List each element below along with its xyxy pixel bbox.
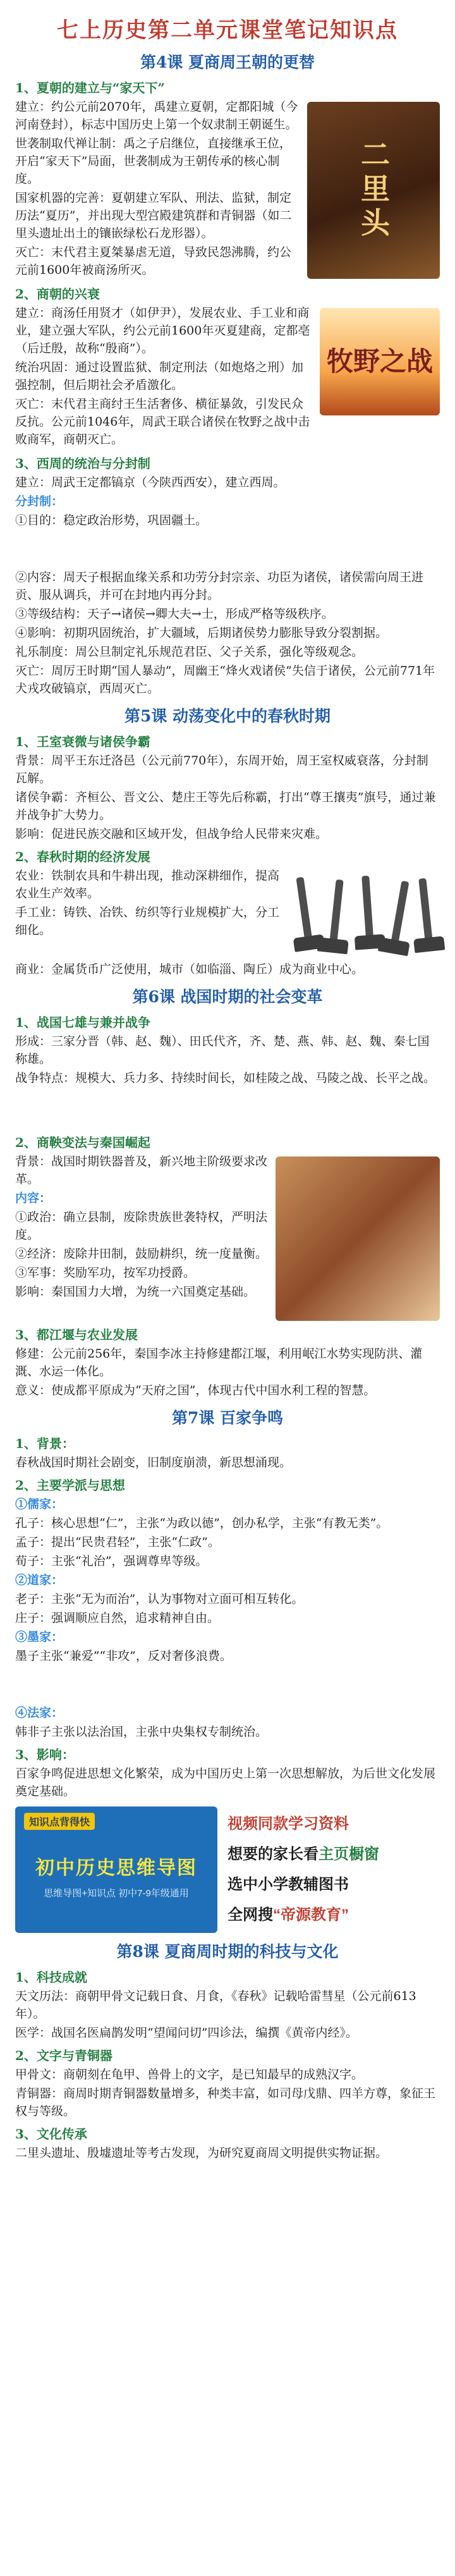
paragraph: 灭亡：末代君主夏桀暴虐无道，导致民怨沸腾，约公元前1600年被商汤所灭。 [15, 245, 292, 277]
paragraph: 礼乐制度：周公旦制定礼乐规范君臣、父子关系，强化等级观念。 [15, 645, 364, 659]
promo-line-part: 想要的家长看 [228, 1846, 318, 1863]
lesson-6-heading: 第6课 战国时期的社会变革 [132, 988, 323, 1006]
paragraph: 国家机器的完善：夏朝建立军队、刑法、监狱，制定历法“夏历”，并出现大型宫殿建筑群和青铜器（如二里头遗址出土的镶嵌绿松石龙形器）。 [15, 191, 292, 240]
promo-line-part: 全网搜 [228, 1906, 273, 1923]
lesson-4-section-2 [15, 285, 440, 450]
tool-icon [329, 880, 343, 950]
paragraph: 诸侯争霸：齐桓公、晋文公、楚庄王等先后称霸，打出“尊王攘夷”旗号，通过兼并战争扩大势力。 [15, 790, 436, 822]
section-heading: 2、主要学派与思想 [15, 1478, 125, 1493]
artifact-image-caption: 二里头 [356, 139, 391, 242]
lesson-4-section-3 [15, 455, 440, 697]
promo-tag: 知识点背得快 [24, 1813, 95, 1830]
promo-line: 选中小学教辅图书 [228, 1876, 349, 1893]
paragraph: 世袭制取代禅让制：禹之子启继位，直接继承王位，开启“家天下”局面，世袭制成为王朝传承的核心制度。 [15, 137, 292, 186]
section-row [15, 867, 440, 960]
paragraph: 墨子主张“兼爱”“非攻”，反对奢侈浪费。 [15, 1649, 232, 1663]
paragraph: 建立：周武王定都镐京（今陕西西安），建立西周。 [15, 475, 286, 489]
paragraph: ③军事：奖励军功，按军功授爵。 [15, 1266, 196, 1280]
section-heading: 1、战国七雄与兼并战争 [15, 1015, 150, 1030]
paragraph: 灭亡：末代君主商纣王生活奢侈、横征暴敛，引发民众反抗。公元前1046年，周武王联合诸侯在牧野之战中击败商军，商朝灭亡。 [15, 397, 310, 446]
paragraph: 老子：主张“无为而治”，认为事物对立面可相互转化。 [15, 1592, 304, 1606]
lesson-6-section-3 [15, 1326, 440, 1399]
spacer [15, 531, 440, 568]
spacer [0, 1091, 455, 1129]
section-text [15, 304, 312, 450]
page-title [0, 13, 455, 44]
lesson-8-heading: 第8课 夏商周时期的科技与文化 [116, 1942, 339, 1961]
section-text [15, 98, 300, 280]
paragraph: ②经济：废除井田制，鼓励耕织，统一度量衡。 [15, 1247, 268, 1261]
tool-icon [361, 876, 374, 946]
spacer [15, 1666, 440, 1704]
promo-line-highlight: 主页橱窗 [318, 1846, 379, 1863]
lesson-5-heading: 第5课 动荡变化中的春秋时期 [124, 707, 331, 725]
section-text [15, 867, 281, 940]
paragraph: 修建：公元前256年，秦国李冰主持修建都江堰，利用岷江水势实现防洪、灌溉、水运一体化。 [15, 1347, 423, 1378]
section-heading: 1、科技成就 [15, 1970, 87, 1985]
section-text [15, 1153, 268, 1302]
paragraph: 商业：金属货币广泛使用，城市（如临淄、陶丘）成为商业中心。 [15, 962, 364, 976]
paragraph: 背景：战国时期铁器普及，新兴地主阶级要求改革。 [15, 1155, 268, 1186]
paragraph: 战争特点：规模大、兵力多、持续时间长，如桂陵之战、马陵之战、长平之战。 [15, 1071, 436, 1085]
lesson-8-section-3 [15, 2125, 440, 2162]
paragraph: 灭亡：周厉王时期“国人暴动”，周幽王“烽火戏诸侯”失信于诸侯，公元前771年犬戎攻破镐京，西周灭亡。 [15, 664, 435, 696]
page-title-text: 七上历史第二单元课堂笔记知识点 [57, 18, 398, 43]
lesson-5-section-1 [15, 733, 440, 843]
section-heading: 2、商朝的兴衰 [15, 286, 100, 302]
lesson-8-section-1 [15, 1968, 440, 2042]
promo-book-sub: 思维导图+知识点 初中7-9年级通用 [44, 1887, 189, 1899]
paragraph: 青铜器：商周时期青铜器数量增多，种类丰富，如司母戊鼎、四羊方尊，象征王权与等级。 [15, 2087, 436, 2118]
section-row [15, 98, 440, 280]
paragraph: 影响：促进民族交融和区域开发，但战争给人民带来灾难。 [15, 827, 328, 841]
promo-line-highlight: “帝源教育” [273, 1906, 349, 1923]
paragraph: 统治巩固：通过设置监狱、制定刑法（如炮烙之刑）加强控制，但后期社会矛盾激化。 [15, 360, 304, 392]
promo-book-title: 初中历史思维导图 [35, 1857, 197, 1879]
promo-block [15, 1806, 440, 1933]
paragraph: 百家争鸣促进思想文化繁荣，成为中国历史上第一次思想解放，为后世文化发展奠定基础。 [15, 1767, 436, 1798]
artifact-image [307, 102, 440, 279]
paragraph: 医学：战国名医扁鹊发明“望闻问切”四诊法，编撰《黄帝内经》。 [15, 2026, 358, 2040]
section-heading: 3、都江堰与农业发展 [15, 1327, 138, 1342]
school-label: ①儒家： [15, 1497, 64, 1511]
lesson-7-heading: 第7课 百家争鸣 [171, 1409, 284, 1427]
paragraph: 荀子：主张“礼治”，强调尊卑等级。 [15, 1554, 208, 1568]
reform-image [276, 1156, 440, 1321]
paragraph: 分封制： [15, 494, 64, 508]
paragraph: ③等级结构：天子→诸侯→卿大夫→士，形成严格等级秩序。 [15, 607, 334, 621]
section-heading: 1、背景： [15, 1436, 75, 1451]
lesson-4-section-1 [15, 79, 440, 280]
paragraph: ①目的：稳定政治形势，巩固疆土。 [15, 513, 208, 527]
tool-icon [418, 878, 433, 948]
paragraph: 韩非子主张以法治国，主张中央集权专制统治。 [15, 1725, 268, 1739]
promo-line [228, 1900, 440, 1930]
battle-image [320, 308, 440, 415]
tool-icon [296, 877, 313, 947]
paragraph: 建立：约公元前2070年，禹建立夏朝，定都阳城（今河南登封），标志中国历史上第一个奴隶制王朝诞生。 [15, 100, 298, 132]
lesson-4-heading: 第4课 夏商周王朝的更替 [140, 53, 315, 71]
section-heading: 3、西周的统治与分封制 [15, 456, 150, 471]
paragraph: 二里头遗址、殷墟遗址等考古发现，为研究夏商周文明提供实物证据。 [15, 2146, 388, 2160]
lesson-6-section-1 [15, 1014, 440, 1087]
paragraph: 农业：铁制农具和牛耕出现，推动深耕细作，提高农业生产效率。 [15, 869, 280, 900]
paragraph: 意义：使成都平原成为“天府之国”，体现古代中国水利工程的智慧。 [15, 1383, 376, 1397]
paragraph: 天文历法：商朝甲骨文记载日食、月食，《春秋》记载哈雷彗星（公元前613年）。 [15, 1989, 416, 2021]
lesson-7-section-2 [15, 1476, 440, 1741]
paragraph: 孟子：提出“民贵君轻”，主张“仁政”。 [15, 1535, 220, 1549]
paragraph: 手工业：铸铁、冶铁、纺织等行业规模扩大，分工细化。 [15, 905, 280, 937]
section-row [15, 1153, 440, 1321]
school-label: ④法家： [15, 1706, 64, 1720]
lesson-7-section-1 [15, 1435, 440, 1471]
lesson-8-section-2 [15, 2047, 440, 2120]
school-label: ③墨家： [15, 1630, 64, 1644]
paragraph: 形成：三家分晋（韩、赵、魏）、田氏代齐，齐、楚、燕、韩、赵、魏、秦七国称雄。 [15, 1034, 430, 1066]
section-heading: 3、影响： [15, 1747, 75, 1762]
lesson-5-section-2 [15, 848, 440, 978]
tool-icon [390, 881, 410, 950]
section-row [15, 304, 440, 450]
school-label: ②道家： [15, 1573, 64, 1587]
promo-line [228, 1839, 440, 1870]
lesson-6-section-2 [15, 1134, 440, 1321]
section-heading: 1、夏朝的建立与“家天下” [15, 80, 165, 95]
paragraph: 建立：商汤任用贤才（如伊尹），发展农业、手工业和商业，建立强大军队，约公元前1600年灭夏建商，定都亳（后迁殷，故称“殷商”）。 [15, 306, 310, 355]
paragraph: ④影响：初期巩固统治，扩大疆域，后期诸侯势力膨胀导致分裂割据。 [15, 626, 388, 640]
lesson-7-section-3 [15, 1746, 440, 1800]
paragraph: 甲骨文：商朝刻在龟甲、兽骨上的文字，是已知最早的成熟汉字。 [15, 2068, 364, 2082]
paragraph: 孔子：核心思想“仁”，主张“为政以德”，创办私学，主张“有教无类”。 [15, 1516, 389, 1530]
iron-tools-image [288, 872, 440, 960]
battle-image-caption: 牧野之战 [326, 346, 433, 377]
paragraph: 背景：周平王东迁洛邑（公元前770年），东周开始，周王室权威衰落，分封制瓦解。 [15, 754, 428, 785]
section-heading: 2、文字与青铜器 [15, 2048, 112, 2063]
paragraph: 庄子：强调顺应自然，追求精神自由。 [15, 1611, 220, 1625]
paragraph: 春秋战国时期社会剧变，旧制度崩溃，新思想涌现。 [15, 1456, 292, 1469]
promo-line: 视频同款学习资料 [228, 1815, 349, 1832]
paragraph: ①政治：确立县制，废除贵族世袭特权，严明法度。 [15, 1210, 268, 1242]
section-heading: 1、王室衰微与诸侯争霸 [15, 734, 150, 749]
paragraph: 影响：秦国国力大增，为统一六国奠定基础。 [15, 1285, 256, 1299]
section-heading: 2、春秋时期的经济发展 [15, 849, 150, 864]
paragraph: 内容： [15, 1191, 52, 1205]
promo-book[interactable] [15, 1806, 217, 1933]
promo-text [228, 1809, 440, 1930]
section-heading: 3、文化传承 [15, 2126, 87, 2142]
paragraph: ②内容：周天子根据血缘关系和功劳分封宗亲、功臣为诸侯，诸侯需向周王进贡、服从调兵，并可在封地内再分封。 [15, 570, 424, 602]
section-heading: 2、商鞅变法与秦国崛起 [15, 1135, 150, 1150]
